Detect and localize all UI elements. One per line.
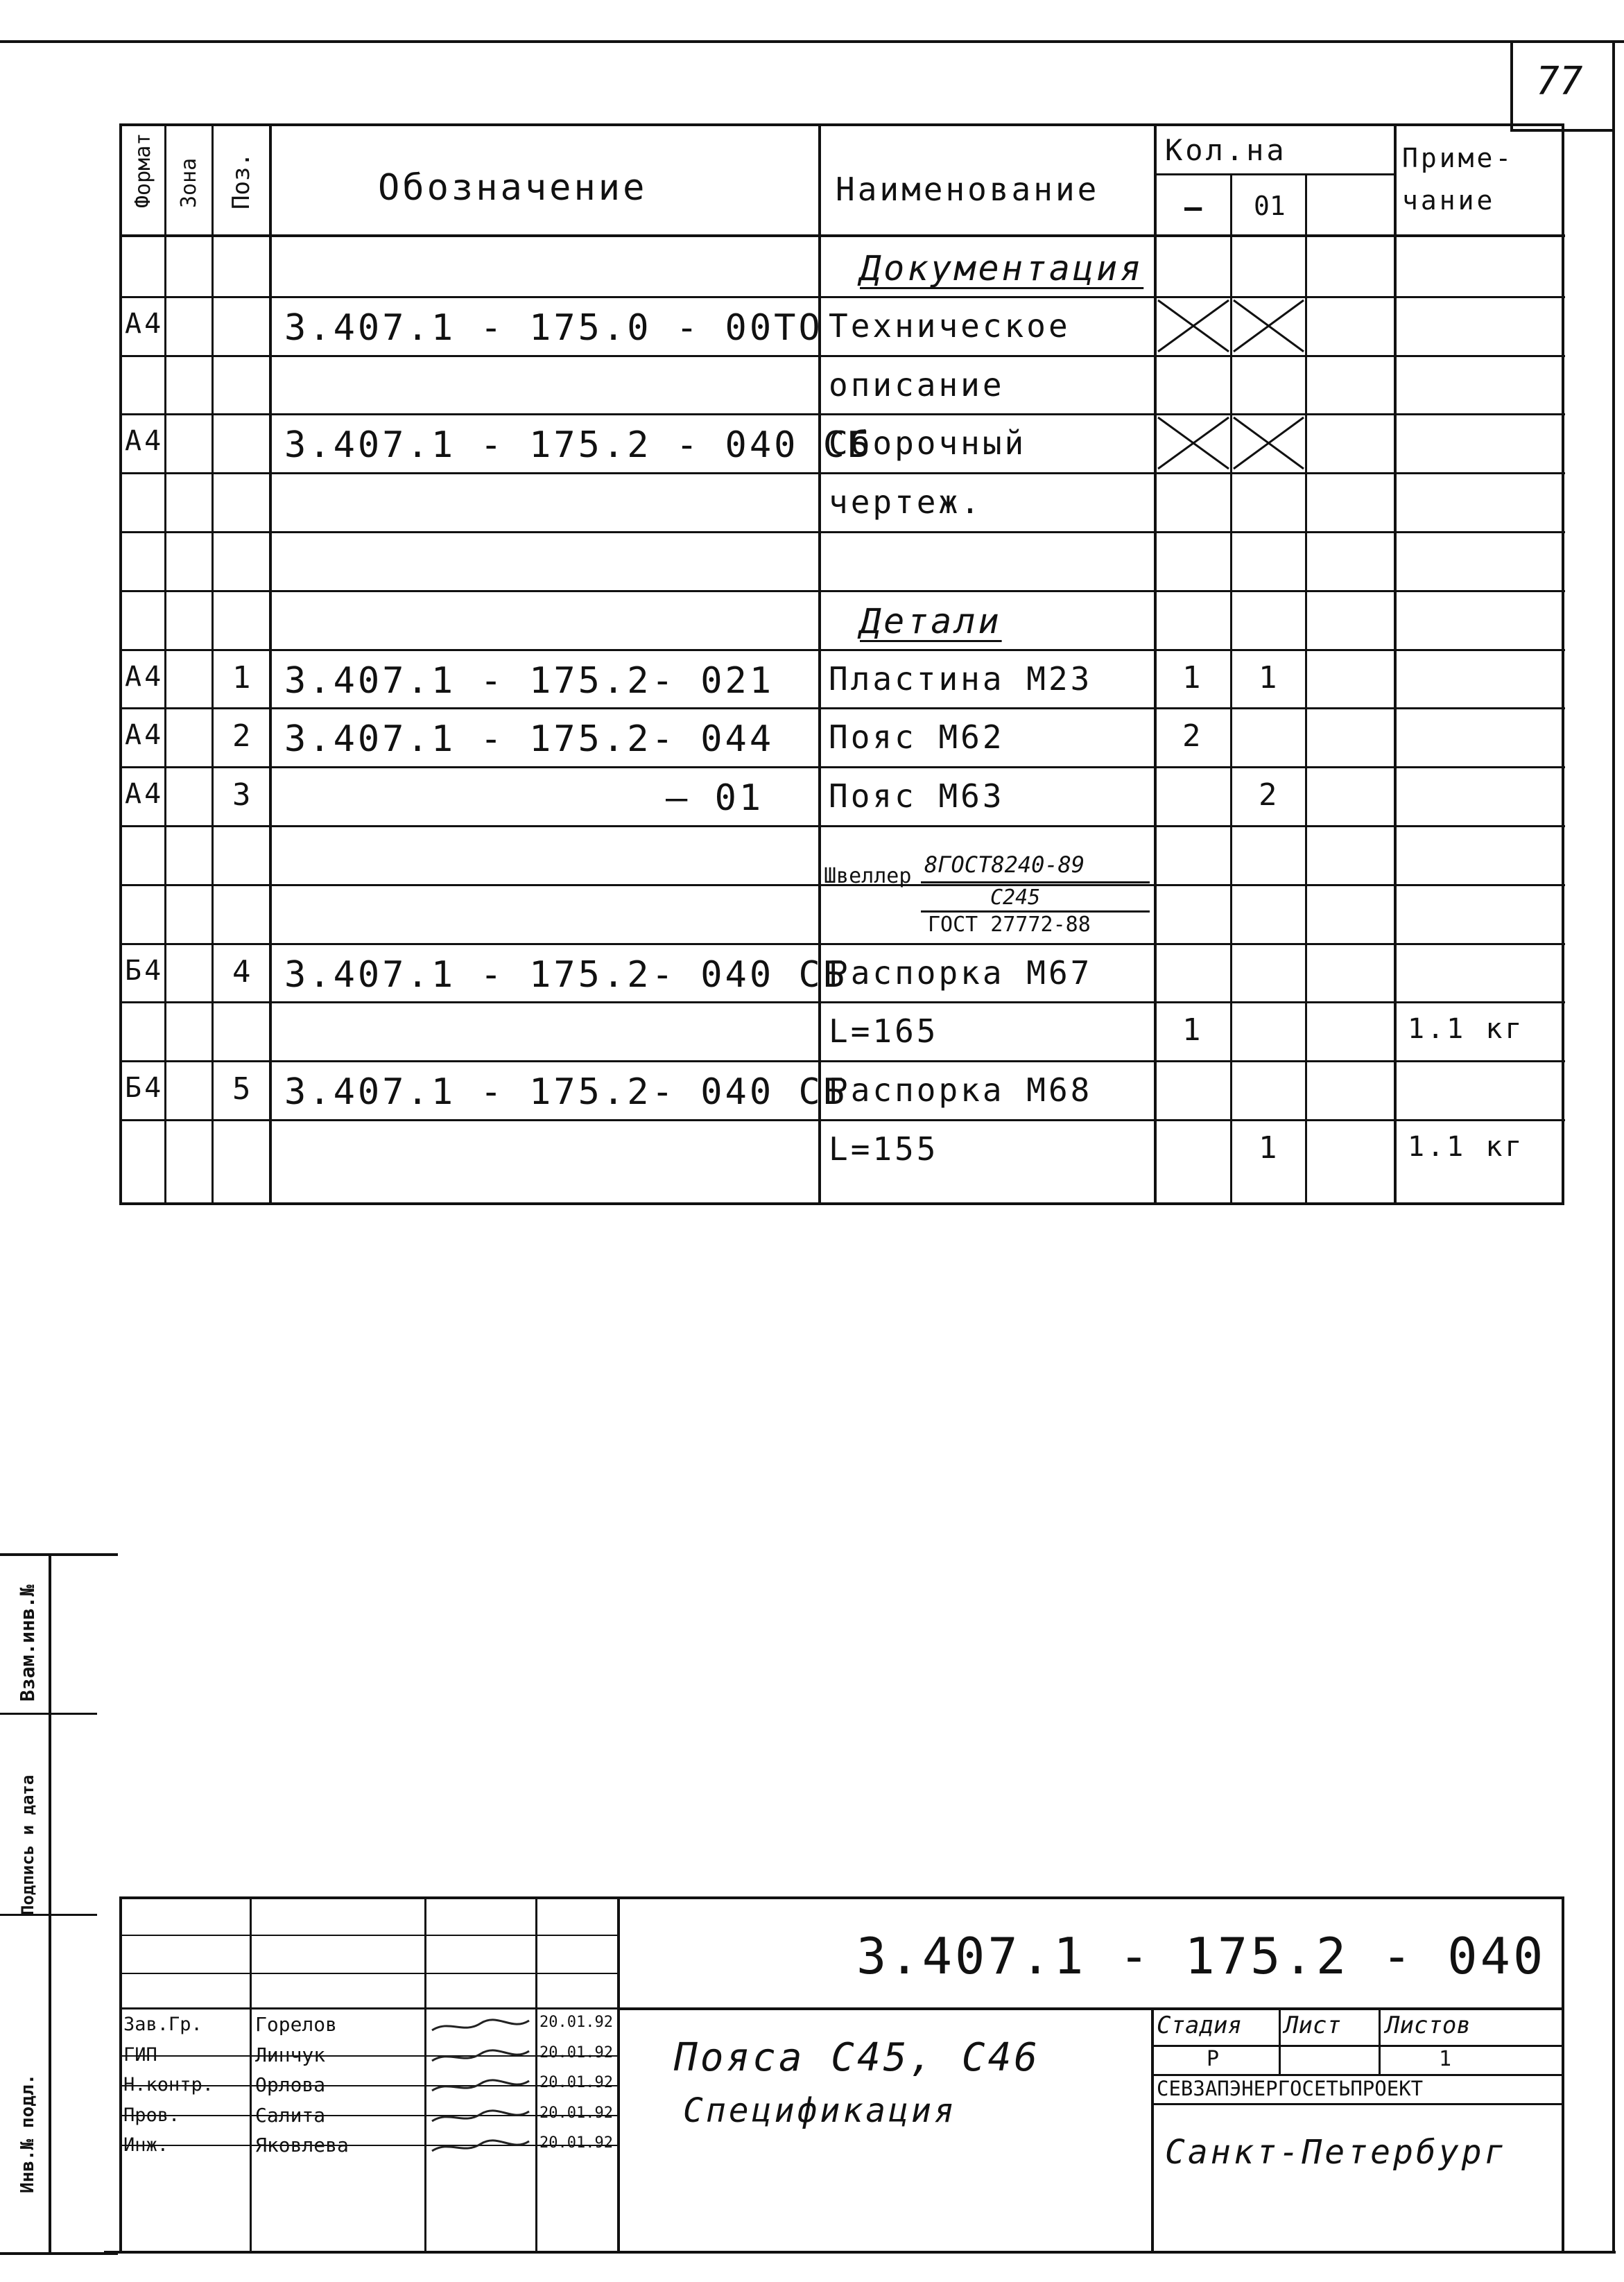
cell-note: 1.1 кг bbox=[1408, 1013, 1525, 1045]
cell-qty-2: 1 bbox=[1259, 660, 1280, 695]
cell-designation: 3.407.1 - 175.2- 021 bbox=[284, 660, 775, 702]
signer-role: Зав.Гр. bbox=[123, 2014, 202, 2035]
header-note: Приме- чание bbox=[1402, 143, 1514, 216]
channel-bottom: ГОСТ 27772-88 bbox=[928, 913, 1091, 937]
cell-format: А4 bbox=[125, 425, 164, 457]
signer-role: Инж. bbox=[123, 2134, 169, 2156]
table-row bbox=[0, 825, 1624, 884]
cell-qty-2: 1 bbox=[1259, 1130, 1280, 1166]
channel-top: 8ГОСТ8240-89 bbox=[924, 852, 1085, 878]
signer-date: 20.01.92 bbox=[539, 2014, 613, 2031]
title-line-2: Спецификация bbox=[683, 2091, 957, 2130]
header-designation: Обозначение bbox=[378, 167, 648, 209]
table-row bbox=[0, 649, 1624, 708]
signer-name: Орлова bbox=[255, 2073, 326, 2096]
cell-name: Пояс М62 bbox=[829, 718, 1005, 756]
header-qty-col2: 01 bbox=[1254, 191, 1286, 221]
cell-name: чертеж. bbox=[829, 483, 983, 521]
signer-date: 20.01.92 bbox=[539, 2104, 613, 2122]
table-row bbox=[0, 1001, 1624, 1060]
stage-label: Стадия bbox=[1157, 2012, 1242, 2039]
cell-name: Распорка М68 bbox=[829, 1071, 1093, 1109]
top-border bbox=[0, 40, 1624, 43]
cell-designation: 3.407.1 - 175.2 - 040 СБ bbox=[284, 424, 872, 466]
cell-format: Б4 bbox=[125, 1072, 164, 1104]
cell-name: L=155 bbox=[829, 1130, 939, 1168]
cell-pos: 4 bbox=[232, 954, 254, 989]
table-row bbox=[0, 707, 1624, 766]
cell-qty-1: 2 bbox=[1182, 718, 1204, 754]
header-pos: Поз. bbox=[227, 153, 255, 209]
cross-mark bbox=[1232, 299, 1305, 353]
cell-format: А4 bbox=[125, 661, 164, 693]
table-row bbox=[0, 296, 1624, 355]
cross-mark bbox=[1157, 299, 1230, 353]
signer-row bbox=[0, 2132, 624, 2162]
cell-pos: 3 bbox=[232, 777, 254, 813]
cell-name: описание bbox=[829, 366, 1005, 404]
cell-name: L=165 bbox=[829, 1012, 939, 1050]
cell-designation: 3.407.1 - 175.2- 040 СБ bbox=[284, 954, 848, 996]
signature bbox=[429, 2104, 533, 2129]
cell-name: Техническое bbox=[829, 307, 1071, 345]
cell-name: Документация bbox=[860, 248, 1144, 288]
cross-mark bbox=[1232, 416, 1305, 470]
header-qty-col1: – bbox=[1184, 190, 1202, 224]
cell-designation: 3.407.1 - 175.0 - 00ТО bbox=[284, 307, 823, 349]
signer-role: Н.контр. bbox=[123, 2074, 214, 2095]
channel-prefix: Швеллер bbox=[824, 864, 912, 888]
table-row bbox=[0, 531, 1624, 590]
cell-name: Детали bbox=[860, 601, 1002, 641]
table-row bbox=[0, 413, 1624, 472]
signer-row bbox=[0, 2102, 624, 2132]
channel-mid: С245 bbox=[990, 885, 1041, 910]
table-row bbox=[0, 884, 1624, 943]
cell-designation: — 01 bbox=[666, 777, 764, 819]
table-row bbox=[0, 1060, 1624, 1119]
table-row bbox=[0, 1119, 1624, 1178]
signer-row bbox=[0, 2041, 624, 2072]
header-qty: Кол.на bbox=[1165, 133, 1287, 167]
side-stamp-text-1: Инв.№ подл. bbox=[17, 2073, 38, 2193]
header-zone: Зона bbox=[177, 157, 201, 208]
signer-role: ГИП bbox=[123, 2044, 157, 2066]
cell-name: Пластина М23 bbox=[829, 660, 1093, 698]
cell-format: А4 bbox=[125, 308, 164, 340]
signer-date: 20.01.92 bbox=[539, 2074, 613, 2091]
cell-qty-2: 2 bbox=[1259, 777, 1280, 813]
table-row bbox=[0, 590, 1624, 649]
cell-designation: 3.407.1 - 175.2- 040 СБ bbox=[284, 1071, 848, 1113]
cell-designation: 3.407.1 - 175.2- 044 bbox=[284, 718, 775, 760]
qty-header-divider bbox=[1154, 173, 1397, 175]
signer-name: Салита bbox=[255, 2104, 326, 2127]
cell-pos: 2 bbox=[232, 718, 254, 754]
signature bbox=[429, 2134, 533, 2159]
cell-note: 1.1 кг bbox=[1408, 1131, 1525, 1163]
side-stamp-text-2: Подпись и дата bbox=[18, 1774, 37, 1915]
signer-date: 20.01.92 bbox=[539, 2044, 613, 2061]
table-row bbox=[0, 237, 1624, 296]
cell-name: Сборочный bbox=[829, 424, 1027, 462]
table-row bbox=[0, 355, 1624, 414]
cell-format: Б4 bbox=[125, 955, 164, 987]
table-row bbox=[0, 766, 1624, 825]
signature bbox=[429, 2044, 533, 2069]
cross-mark bbox=[1157, 416, 1230, 470]
sheet-label: Лист bbox=[1284, 2012, 1341, 2039]
signer-row bbox=[0, 2011, 624, 2041]
sheet-number: 77 bbox=[1536, 59, 1583, 104]
signer-row bbox=[0, 2071, 624, 2102]
sheet-number-box-left bbox=[1510, 40, 1513, 130]
title-line-1: Пояса С45, С46 bbox=[674, 2035, 1041, 2080]
cell-qty-1: 1 bbox=[1182, 660, 1204, 695]
sheets-label: Листов bbox=[1385, 2012, 1471, 2039]
cell-name: Распорка М67 bbox=[829, 954, 1093, 992]
sheets-value: 1 bbox=[1439, 2047, 1452, 2071]
header-format: Формат bbox=[131, 132, 155, 208]
signer-name: Яковлева bbox=[255, 2134, 349, 2156]
cell-name: Пояс М63 bbox=[829, 777, 1005, 815]
cell-pos: 1 bbox=[232, 660, 254, 695]
cell-format: А4 bbox=[125, 778, 164, 810]
signature bbox=[429, 2014, 533, 2039]
document-code: 3.407.1 - 175.2 - 040 bbox=[856, 1927, 1546, 1985]
cell-pos: 5 bbox=[232, 1071, 254, 1107]
table-row bbox=[0, 943, 1624, 1002]
cell-format: А4 bbox=[125, 719, 164, 751]
table-row bbox=[0, 472, 1624, 531]
bottom-border bbox=[104, 2251, 1616, 2254]
signature bbox=[429, 2074, 533, 2099]
signer-role: Пров. bbox=[123, 2104, 180, 2126]
stage-value: Р bbox=[1207, 2047, 1220, 2071]
organization: СЕВЗАПЭНЕРГОСЕТЬПРОЕКТ bbox=[1157, 2077, 1424, 2100]
side-stamp-text-3: Взам.инв.№ bbox=[16, 1584, 39, 1702]
side-stamp bbox=[0, 1553, 90, 2254]
city: Санкт-Петербург bbox=[1165, 2133, 1508, 2172]
header-name: Наименование bbox=[836, 171, 1100, 208]
signer-name: Линчук bbox=[255, 2043, 326, 2066]
signer-date: 20.01.92 bbox=[539, 2134, 613, 2152]
cell-qty-1: 1 bbox=[1182, 1012, 1204, 1048]
channel-spec bbox=[824, 849, 1157, 960]
signer-name: Горелов bbox=[255, 2013, 338, 2036]
